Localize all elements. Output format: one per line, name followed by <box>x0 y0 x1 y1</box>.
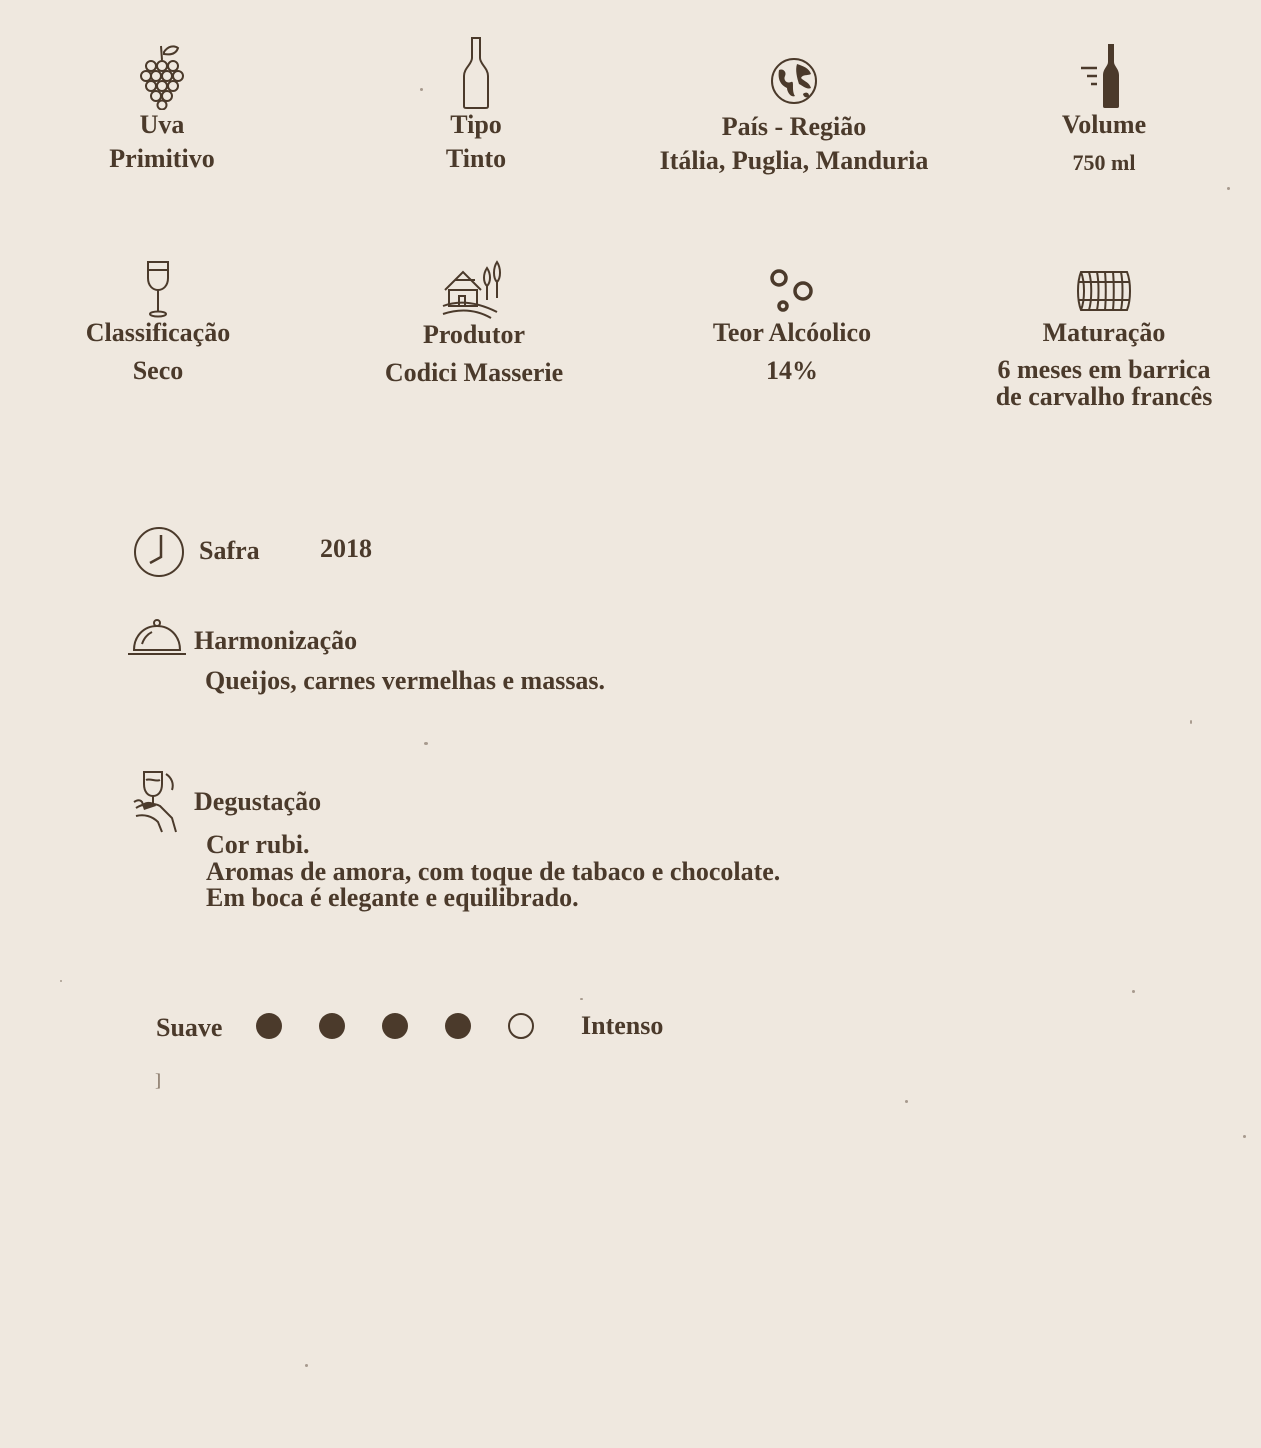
spec-label: Produtor <box>422 320 526 349</box>
intensity-dot-filled <box>256 1013 282 1039</box>
spec-country <box>634 56 954 176</box>
spec-label: Teor Alcóolico <box>712 318 872 347</box>
spec-label: Uva <box>139 110 185 139</box>
degustacao-text <box>206 832 780 912</box>
barrel-icon <box>1075 268 1133 314</box>
degustacao-line: Em boca é elegante e equilibrado. <box>206 883 579 912</box>
spec-volume <box>944 42 1261 178</box>
tasting-hand-icon <box>132 768 182 834</box>
clock-icon <box>132 525 186 579</box>
spec-value: Primitivo <box>109 144 215 173</box>
spec-value: Itália, Puglia, Manduria <box>659 146 929 175</box>
spec-value-multiline <box>944 356 1261 410</box>
intensity-dot-filled <box>382 1013 408 1039</box>
intensity-right-label: Intenso <box>581 1011 664 1040</box>
spec-grape <box>2 42 322 174</box>
spec-value: Seco <box>132 356 184 385</box>
paper-speck <box>905 1100 908 1103</box>
intensity-dot-empty <box>508 1013 534 1039</box>
spec-classification <box>0 260 318 386</box>
spec-value: 14% <box>766 356 818 385</box>
intensity-left-label: Suave <box>156 1013 223 1042</box>
degustacao-label: Degustação <box>194 787 322 816</box>
spec-value-line: 6 meses em barrica <box>997 355 1211 384</box>
spec-label: Tipo <box>450 110 502 139</box>
paper-speck <box>60 980 62 982</box>
spec-maturation <box>944 268 1261 410</box>
stray-bracket-mark: ] <box>155 1070 161 1090</box>
spec-value: 750 ml <box>1072 150 1136 175</box>
harmonizacao-label: Harmonização <box>194 626 358 655</box>
spec-label: País - Região <box>721 112 867 141</box>
paper-speck <box>1227 187 1230 190</box>
paper-speck <box>580 998 583 1000</box>
paper-speck <box>1243 1135 1246 1138</box>
spec-value: Tinto <box>445 144 507 173</box>
intensity-dot-filled <box>445 1013 471 1039</box>
globe-icon <box>769 56 819 106</box>
harmonizacao-text: Queijos, carnes vermelhas e massas. <box>205 666 606 695</box>
spec-value: Codici Masserie <box>384 358 564 387</box>
paper-speck <box>305 1364 308 1367</box>
safra-value: 2018 <box>320 534 372 563</box>
grapes-icon <box>138 42 186 110</box>
paper-speck <box>1132 990 1135 993</box>
spec-alcohol <box>632 266 952 386</box>
degustacao-line: Aromas de amora, com toque de tabaco e chocolate. <box>206 856 781 886</box>
spec-label: Volume <box>1061 110 1147 139</box>
spec-label: Classificação <box>85 318 231 347</box>
intensity-dot-filled <box>319 1013 345 1039</box>
paper-speck <box>424 742 428 745</box>
farmhouse-icon <box>441 260 507 320</box>
wine-bottle-solid-icon <box>1079 42 1129 110</box>
degustacao-line: Cor rubi. <box>206 830 310 859</box>
paper-speck <box>1190 720 1192 724</box>
spec-value-line: de carvalho francês <box>995 382 1213 411</box>
bubbles-icon <box>768 266 816 314</box>
safra-label: Safra <box>199 536 260 565</box>
spec-producer <box>314 260 634 388</box>
bottle-outline-icon <box>461 36 491 110</box>
wine-glass-icon <box>145 260 171 318</box>
spec-type <box>316 36 636 174</box>
cloche-icon <box>126 618 188 658</box>
spec-label: Maturação <box>1042 318 1166 347</box>
